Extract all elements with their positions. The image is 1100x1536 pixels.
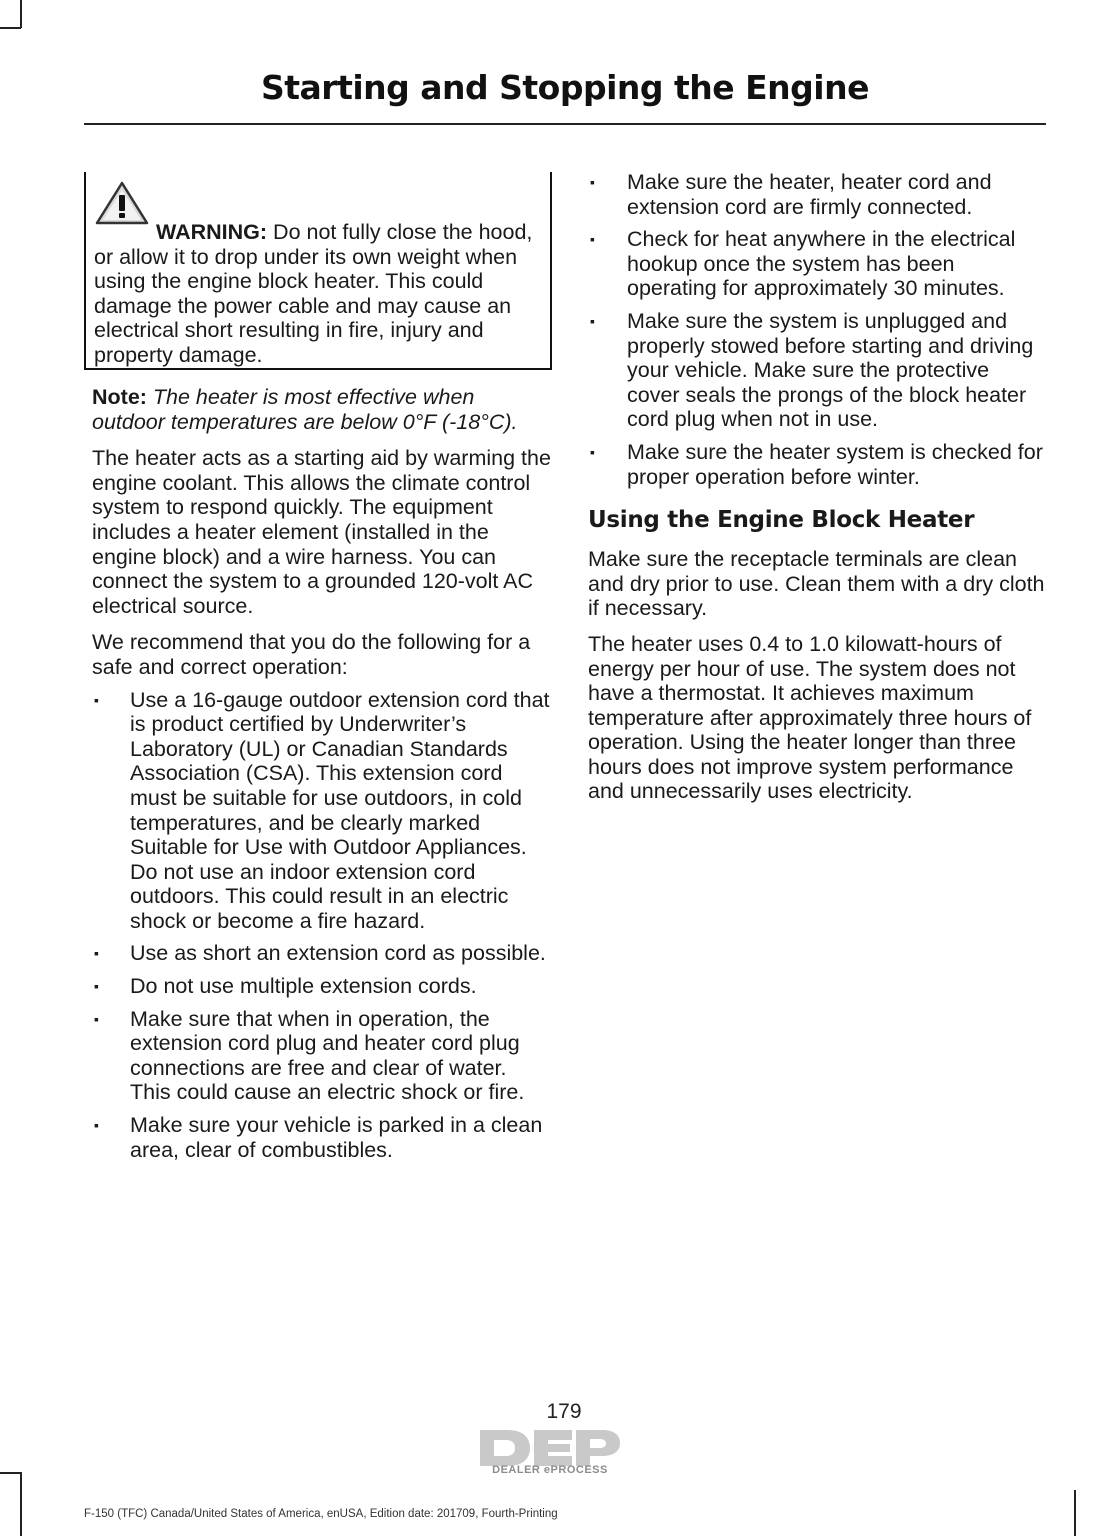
- edition-footer: F-150 (TFC) Canada/United States of America, enUSA, Edition date: 201709, Fourth-Printing: [84, 1508, 558, 1520]
- bullet-icon: ▪: [590, 231, 595, 248]
- crop-mark-top-left-v: [20, 0, 22, 28]
- bullet-icon: ▪: [94, 1010, 99, 1027]
- note-paragraph: [84, 385, 552, 434]
- bullet-icon: ▪: [590, 443, 595, 460]
- right-column: [588, 170, 1046, 815]
- crop-mark-bottom-right-v: [1074, 1490, 1076, 1536]
- title-divider: [84, 123, 1046, 125]
- bullet-icon: ▪: [94, 691, 99, 708]
- list-item: ▪ Make sure the heater system is checked for proper operation before winter.: [590, 439, 1043, 489]
- list-item: ▪ Use as short an extension cord as possible.: [94, 941, 546, 966]
- list-item: ▪ Make sure the heater, heater cord and extension cord are firmly connected.: [590, 170, 992, 219]
- crop-mark-top-left-h: [0, 27, 21, 29]
- left-column: [84, 172, 552, 1170]
- list-item: ▪ Make sure your vehicle is parked in a clean area, clear of combustibles.: [94, 1113, 543, 1162]
- energy-paragraph: The heater uses 0.4 to 1.0 kilowatt-hours of energy per hour of use. The system does not have a thermostat. It achieves maximum temperature after approximately three hours of operation. Using the heater longer than three hours does not improve system performance and unnecessarily uses electricity.: [588, 631, 1032, 804]
- bullet-icon: ▪: [94, 978, 99, 995]
- warning-label: WARNING:: [156, 220, 268, 244]
- list-item: ▪ Use a 16-gauge outdoor extension cord that is product certified by Underwriter’s Laboratory (UL) or Canadian Standards Association (CSA). This extension cord must be suitable for use outdoors, in cold temperatures, and be clearly marked Suitable for Use with Outdoor Appliances. Do not use an indoor extension cord outdoors. This could result in an electric shock or become a fire hazard.: [94, 687, 550, 933]
- list-item: ▪ Check for heat anywhere in the electrical hookup once the system has been operating for approximately 30 minutes.: [590, 227, 1016, 301]
- note-label: Note:: [92, 385, 147, 409]
- recommend-paragraph: We recommend that you do the following for a safe and correct operation:: [92, 630, 531, 679]
- bullet-icon: ▪: [590, 174, 595, 190]
- left-bullet-list: [84, 688, 552, 1163]
- page-number: 179: [546, 1400, 582, 1423]
- bullet-icon: ▪: [94, 945, 99, 962]
- list-item: ▪ Make sure that when in operation, the extension cord plug and heater cord plug connections are free and clear of water. This could cause an electric shock or fire.: [94, 1006, 525, 1105]
- list-item: ▪ Make sure the system is unplugged and properly stowed before starting and driving your vehicle. Make sure the protective cover seals the prongs of the block heater cord plug when not in use.: [590, 308, 1034, 432]
- logo-subtext: DEALER ePROCESS: [492, 1464, 608, 1476]
- crop-mark-bottom-left-v: [20, 1472, 22, 1536]
- bullet-icon: ▪: [590, 312, 595, 329]
- warning-box: [84, 172, 552, 370]
- intro-paragraph: The heater acts as a starting aid by warming the engine coolant. This allows the climate control system to respond quickly. The equipment includes a heater element (installed in the engine block) and a wire harness. You can connect the system to a grounded 120-volt AC electrical source.: [92, 446, 551, 618]
- list-item: ▪ Do not use multiple extension cords.: [94, 974, 477, 999]
- receptacle-paragraph: Make sure the receptacle terminals are clean and dry prior to use. Clean them with a dry cloth if necessary.: [588, 547, 1045, 621]
- page-title: Starting and Stopping the Engine: [260, 68, 869, 107]
- section-heading: Using the Engine Block Heater: [588, 507, 975, 534]
- warning-body: Do not fully close the hood, or allow it to drop under its own weight when using the engine block heater. This could damage the power cable and may cause an electrical short resulting in fire, injury and property damage.: [94, 220, 533, 367]
- right-bullet-list: [588, 170, 1046, 489]
- warning-triangle-icon: [95, 181, 149, 225]
- crop-mark-bottom-left-h: [0, 1472, 21, 1474]
- note-body: The heater is most effective when outdoor temperatures are below 0°F (-18°C).: [92, 385, 518, 434]
- bullet-icon: ▪: [94, 1117, 99, 1134]
- warning-text: [94, 182, 544, 368]
